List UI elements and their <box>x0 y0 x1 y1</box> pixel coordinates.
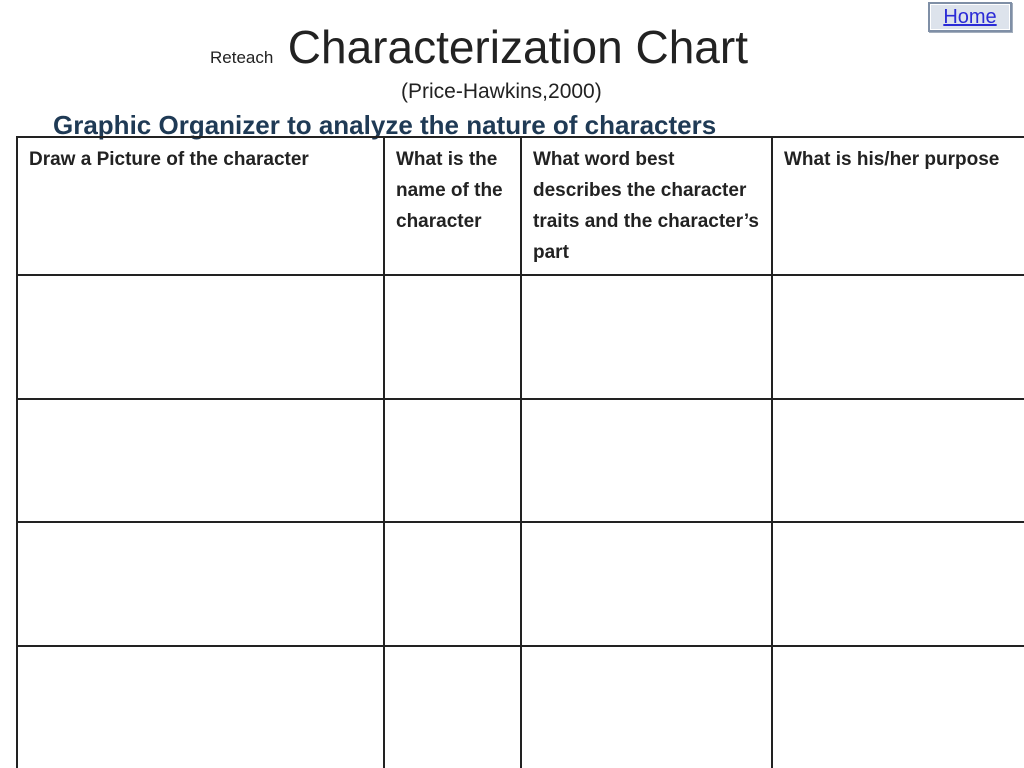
cell-picture[interactable] <box>17 522 384 646</box>
cell-traits[interactable] <box>521 275 772 399</box>
home-button[interactable]: Home <box>928 2 1012 32</box>
cell-name[interactable] <box>384 646 521 768</box>
cell-picture[interactable] <box>17 646 384 768</box>
cell-picture[interactable] <box>17 399 384 523</box>
table-row <box>17 522 1024 646</box>
cell-traits[interactable] <box>521 399 772 523</box>
citation: (Price-Hawkins,2000) <box>401 80 602 103</box>
characterization-table <box>16 136 1024 768</box>
column-header-name: What is the name of the character <box>384 137 521 275</box>
cell-traits[interactable] <box>521 646 772 768</box>
table-row <box>17 399 1024 523</box>
cell-purpose[interactable] <box>772 646 1024 768</box>
cell-traits[interactable] <box>521 522 772 646</box>
title-prefix: Reteach <box>210 48 274 67</box>
table-row <box>17 646 1024 768</box>
cell-purpose[interactable] <box>772 275 1024 399</box>
column-header-traits: What word best describes the character traits and the character’s part <box>521 137 772 275</box>
cell-name[interactable] <box>384 522 521 646</box>
cell-picture[interactable] <box>17 275 384 399</box>
table-row <box>17 275 1024 399</box>
cell-purpose[interactable] <box>772 399 1024 523</box>
cell-name[interactable] <box>384 399 521 523</box>
title-row <box>210 20 748 80</box>
column-header-picture: Draw a Picture of the character <box>17 137 384 275</box>
cell-purpose[interactable] <box>772 522 1024 646</box>
page-title: Characterization Chart <box>287 21 748 73</box>
header-row <box>17 137 1024 275</box>
subtitle: Graphic Organizer to analyze the nature of characters <box>53 110 717 140</box>
column-header-purpose: What is his/her purpose <box>772 137 1024 275</box>
cell-name[interactable] <box>384 275 521 399</box>
